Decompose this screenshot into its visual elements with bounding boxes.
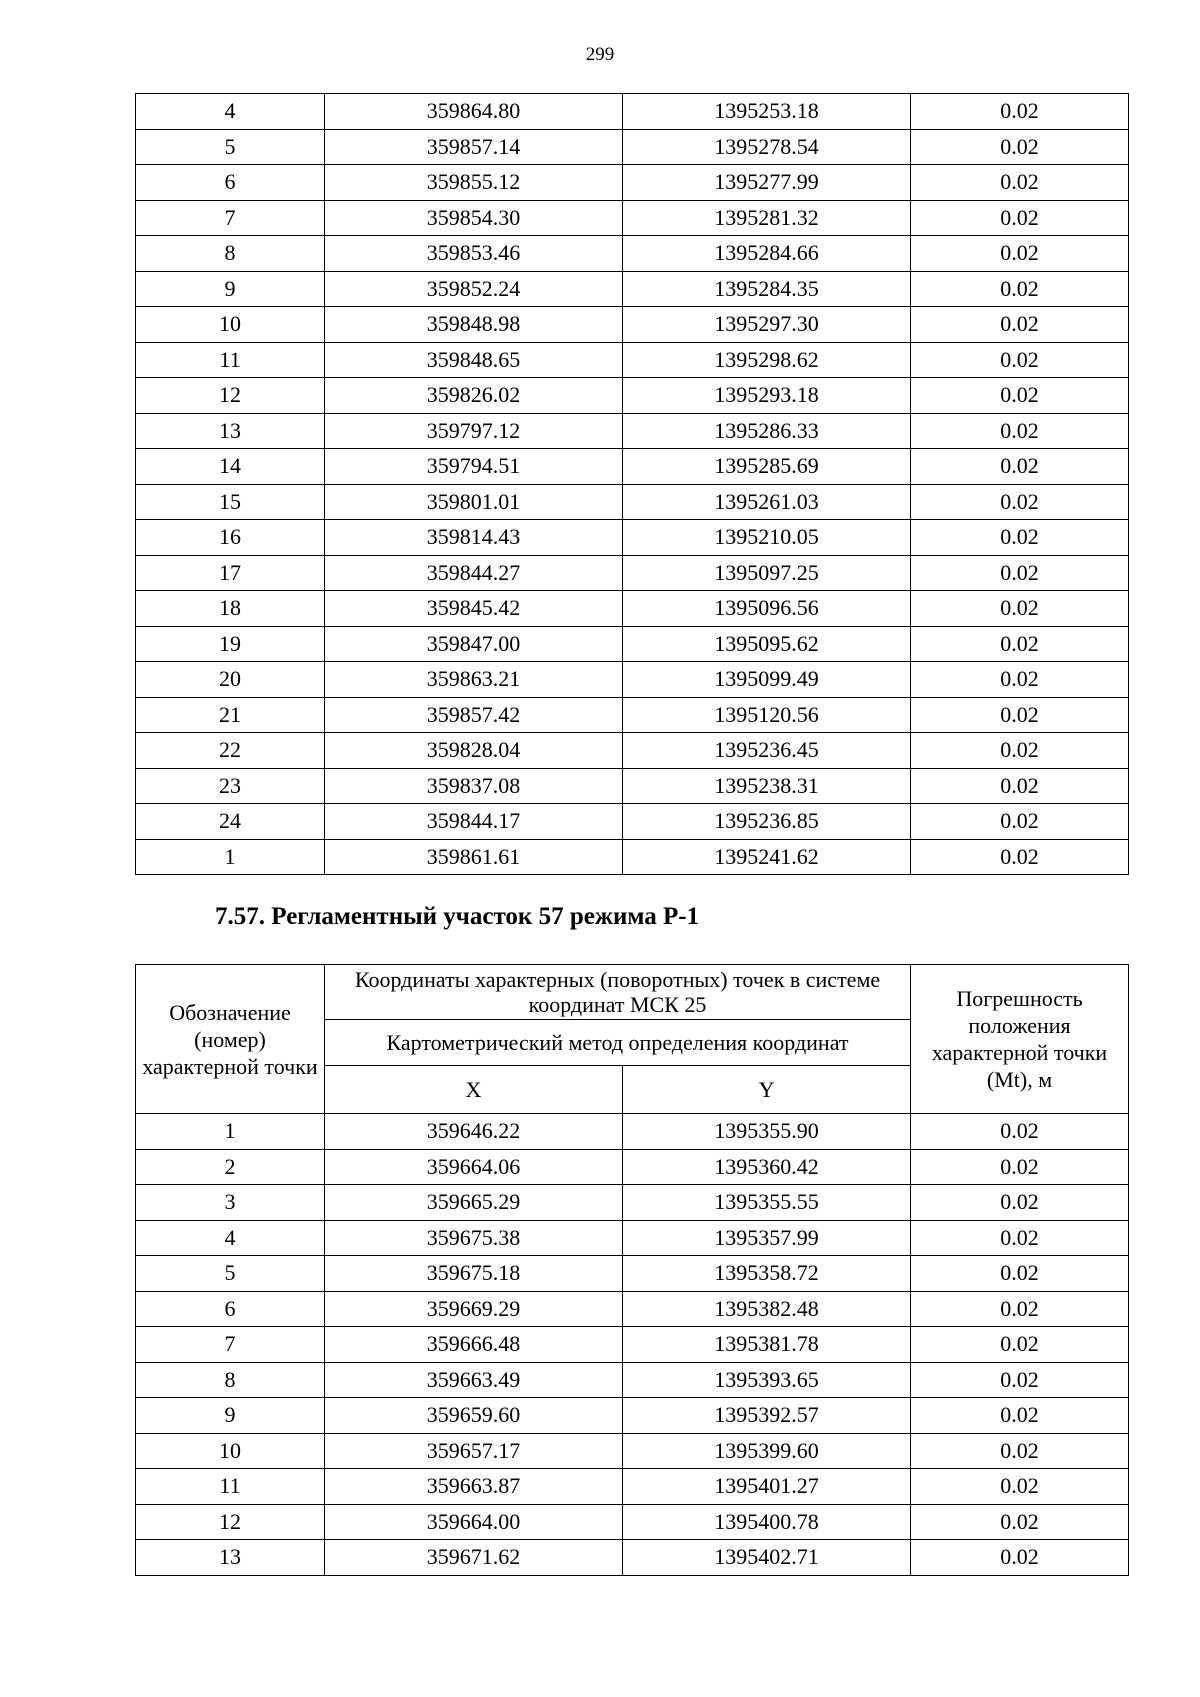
y-coordinate-cell: 1395400.78	[623, 1504, 911, 1540]
x-coordinate-cell: 359854.30	[325, 200, 623, 236]
x-coordinate-cell: 359864.80	[325, 94, 623, 130]
point-number-cell: 5	[136, 129, 325, 165]
y-coordinate-cell: 1395392.57	[623, 1398, 911, 1434]
y-coordinate-cell: 1395401.27	[623, 1469, 911, 1505]
point-number-cell: 6	[136, 165, 325, 201]
table-row	[136, 733, 1129, 769]
x-coordinate-cell: 359671.62	[325, 1540, 623, 1576]
table-row	[136, 520, 1129, 556]
x-coordinate-cell: 359663.87	[325, 1469, 623, 1505]
x-coordinate-cell: 359847.00	[325, 626, 623, 662]
x-coordinate-cell: 359826.02	[325, 378, 623, 414]
y-coordinate-cell: 1395238.31	[623, 768, 911, 804]
position-error-cell: 0.02	[911, 1362, 1129, 1398]
y-coordinate-cell: 1395261.03	[623, 484, 911, 520]
point-number-cell: 23	[136, 768, 325, 804]
table-row	[136, 1114, 1129, 1150]
table-row	[136, 449, 1129, 485]
position-error-cell: 0.02	[911, 555, 1129, 591]
position-error-cell: 0.02	[911, 1504, 1129, 1540]
point-number-cell: 7	[136, 200, 325, 236]
point-number-cell: 9	[136, 271, 325, 307]
x-coordinate-cell: 359853.46	[325, 236, 623, 272]
position-error-cell: 0.02	[911, 733, 1129, 769]
y-coordinate-cell: 1395284.35	[623, 271, 911, 307]
coordinates-table-section-57	[135, 964, 1129, 1576]
y-coordinate-cell: 1395382.48	[623, 1291, 911, 1327]
x-coordinate-cell: 359665.29	[325, 1185, 623, 1221]
point-number-cell: 4	[136, 94, 325, 130]
y-coordinate-cell: 1395284.66	[623, 236, 911, 272]
position-error-cell: 0.02	[911, 626, 1129, 662]
position-error-cell: 0.02	[911, 1114, 1129, 1150]
position-error-cell: 0.02	[911, 662, 1129, 698]
position-error-cell: 0.02	[911, 129, 1129, 165]
header-y: Y	[623, 1066, 911, 1114]
page-number: 299	[585, 44, 615, 65]
x-coordinate-cell: 359855.12	[325, 165, 623, 201]
position-error-cell: 0.02	[911, 200, 1129, 236]
table-row	[136, 1469, 1129, 1505]
position-error-cell: 0.02	[911, 520, 1129, 556]
header-position-error: Погрешность положения характерной точки (Mt), м	[911, 965, 1129, 1114]
table-row	[136, 94, 1129, 130]
table-row	[136, 271, 1129, 307]
position-error-cell: 0.02	[911, 236, 1129, 272]
table-row	[136, 342, 1129, 378]
x-coordinate-cell: 359675.18	[325, 1256, 623, 1292]
coordinates-table-continued	[135, 93, 1129, 875]
point-number-cell: 4	[136, 1220, 325, 1256]
table-row	[136, 1398, 1129, 1434]
table-row	[136, 555, 1129, 591]
point-number-cell: 21	[136, 697, 325, 733]
position-error-cell: 0.02	[911, 307, 1129, 343]
y-coordinate-cell: 1395210.05	[623, 520, 911, 556]
y-coordinate-cell: 1395286.33	[623, 413, 911, 449]
y-coordinate-cell: 1395097.25	[623, 555, 911, 591]
x-coordinate-cell: 359828.04	[325, 733, 623, 769]
y-coordinate-cell: 1395236.45	[623, 733, 911, 769]
x-coordinate-cell: 359844.17	[325, 804, 623, 840]
y-coordinate-cell: 1395358.72	[623, 1256, 911, 1292]
y-coordinate-cell: 1395293.18	[623, 378, 911, 414]
x-coordinate-cell: 359646.22	[325, 1114, 623, 1150]
table-row	[136, 236, 1129, 272]
table-row	[136, 768, 1129, 804]
x-coordinate-cell: 359837.08	[325, 768, 623, 804]
y-coordinate-cell: 1395381.78	[623, 1327, 911, 1363]
point-number-cell: 18	[136, 591, 325, 627]
table-row	[136, 200, 1129, 236]
table-row	[136, 591, 1129, 627]
x-coordinate-cell: 359669.29	[325, 1291, 623, 1327]
point-number-cell: 14	[136, 449, 325, 485]
x-coordinate-cell: 359657.17	[325, 1433, 623, 1469]
position-error-cell: 0.02	[911, 1433, 1129, 1469]
point-number-cell: 15	[136, 484, 325, 520]
point-number-cell: 16	[136, 520, 325, 556]
y-coordinate-cell: 1395281.32	[623, 200, 911, 236]
point-number-cell: 12	[136, 378, 325, 414]
position-error-cell: 0.02	[911, 768, 1129, 804]
position-error-cell: 0.02	[911, 591, 1129, 627]
position-error-cell: 0.02	[911, 1327, 1129, 1363]
point-number-cell: 13	[136, 413, 325, 449]
y-coordinate-cell: 1395355.55	[623, 1185, 911, 1221]
table-row	[136, 1362, 1129, 1398]
section-heading: 7.57. Регламентный участок 57 режима Р-1	[215, 903, 700, 930]
x-coordinate-cell: 359863.21	[325, 662, 623, 698]
point-number-cell: 24	[136, 804, 325, 840]
point-number-cell: 11	[136, 342, 325, 378]
header-method: Картометрический метод определения координат	[325, 1020, 911, 1066]
position-error-cell: 0.02	[911, 1398, 1129, 1434]
point-number-cell: 10	[136, 1433, 325, 1469]
table-row	[136, 413, 1129, 449]
x-coordinate-cell: 359797.12	[325, 413, 623, 449]
table-row	[136, 378, 1129, 414]
header-coordinates: Координаты характерных (поворотных) точек в системе координат МСК 25	[325, 965, 911, 1020]
table-row	[136, 1540, 1129, 1576]
y-coordinate-cell: 1395095.62	[623, 626, 911, 662]
x-coordinate-cell: 359848.98	[325, 307, 623, 343]
table-row	[136, 484, 1129, 520]
y-coordinate-cell: 1395357.99	[623, 1220, 911, 1256]
position-error-cell: 0.02	[911, 1291, 1129, 1327]
point-number-cell: 19	[136, 626, 325, 662]
y-coordinate-cell: 1395297.30	[623, 307, 911, 343]
point-number-cell: 20	[136, 662, 325, 698]
x-coordinate-cell: 359675.38	[325, 1220, 623, 1256]
x-coordinate-cell: 359666.48	[325, 1327, 623, 1363]
y-coordinate-cell: 1395355.90	[623, 1114, 911, 1150]
point-number-cell: 5	[136, 1256, 325, 1292]
position-error-cell: 0.02	[911, 1469, 1129, 1505]
table-row	[136, 307, 1129, 343]
point-number-cell: 11	[136, 1469, 325, 1505]
y-coordinate-cell: 1395277.99	[623, 165, 911, 201]
x-coordinate-cell: 359663.49	[325, 1362, 623, 1398]
table-row	[136, 626, 1129, 662]
y-coordinate-cell: 1395402.71	[623, 1540, 911, 1576]
y-coordinate-cell: 1395278.54	[623, 129, 911, 165]
point-number-cell: 7	[136, 1327, 325, 1363]
x-coordinate-cell: 359814.43	[325, 520, 623, 556]
position-error-cell: 0.02	[911, 804, 1129, 840]
point-number-cell: 22	[136, 733, 325, 769]
x-coordinate-cell: 359659.60	[325, 1398, 623, 1434]
point-number-cell: 17	[136, 555, 325, 591]
table-row	[136, 1220, 1129, 1256]
y-coordinate-cell: 1395099.49	[623, 662, 911, 698]
table-row	[136, 1327, 1129, 1363]
position-error-cell: 0.02	[911, 484, 1129, 520]
position-error-cell: 0.02	[911, 839, 1129, 875]
point-number-cell: 1	[136, 839, 325, 875]
x-coordinate-cell: 359845.42	[325, 591, 623, 627]
table-row	[136, 1185, 1129, 1221]
point-number-cell: 12	[136, 1504, 325, 1540]
table-row	[136, 129, 1129, 165]
table-row	[136, 839, 1129, 875]
y-coordinate-cell: 1395120.56	[623, 697, 911, 733]
point-number-cell: 13	[136, 1540, 325, 1576]
x-coordinate-cell: 359844.27	[325, 555, 623, 591]
x-coordinate-cell: 359857.42	[325, 697, 623, 733]
position-error-cell: 0.02	[911, 1149, 1129, 1185]
x-coordinate-cell: 359801.01	[325, 484, 623, 520]
position-error-cell: 0.02	[911, 1256, 1129, 1292]
y-coordinate-cell: 1395253.18	[623, 94, 911, 130]
y-coordinate-cell: 1395399.60	[623, 1433, 911, 1469]
position-error-cell: 0.02	[911, 342, 1129, 378]
position-error-cell: 0.02	[911, 1185, 1129, 1221]
table-row	[136, 1504, 1129, 1540]
position-error-cell: 0.02	[911, 1220, 1129, 1256]
y-coordinate-cell: 1395285.69	[623, 449, 911, 485]
y-coordinate-cell: 1395241.62	[623, 839, 911, 875]
y-coordinate-cell: 1395236.85	[623, 804, 911, 840]
position-error-cell: 0.02	[911, 378, 1129, 414]
table-row	[136, 1291, 1129, 1327]
position-error-cell: 0.02	[911, 697, 1129, 733]
x-coordinate-cell: 359857.14	[325, 129, 623, 165]
table-row	[136, 1433, 1129, 1469]
point-number-cell: 3	[136, 1185, 325, 1221]
position-error-cell: 0.02	[911, 449, 1129, 485]
y-coordinate-cell: 1395096.56	[623, 591, 911, 627]
point-number-cell: 9	[136, 1398, 325, 1434]
table-row	[136, 697, 1129, 733]
table-row	[136, 1149, 1129, 1185]
table-row	[136, 662, 1129, 698]
y-coordinate-cell: 1395298.62	[623, 342, 911, 378]
x-coordinate-cell: 359852.24	[325, 271, 623, 307]
header-x: X	[325, 1066, 623, 1114]
point-number-cell: 1	[136, 1114, 325, 1150]
point-number-cell: 8	[136, 236, 325, 272]
header-point-number: Обозначение (номер) характерной точки	[136, 965, 325, 1114]
x-coordinate-cell: 359664.06	[325, 1149, 623, 1185]
y-coordinate-cell: 1395393.65	[623, 1362, 911, 1398]
point-number-cell: 10	[136, 307, 325, 343]
x-coordinate-cell: 359664.00	[325, 1504, 623, 1540]
position-error-cell: 0.02	[911, 271, 1129, 307]
position-error-cell: 0.02	[911, 1540, 1129, 1576]
table-row	[136, 804, 1129, 840]
x-coordinate-cell: 359861.61	[325, 839, 623, 875]
point-number-cell: 8	[136, 1362, 325, 1398]
x-coordinate-cell: 359848.65	[325, 342, 623, 378]
x-coordinate-cell: 359794.51	[325, 449, 623, 485]
table-row	[136, 1256, 1129, 1292]
position-error-cell: 0.02	[911, 94, 1129, 130]
position-error-cell: 0.02	[911, 165, 1129, 201]
y-coordinate-cell: 1395360.42	[623, 1149, 911, 1185]
position-error-cell: 0.02	[911, 413, 1129, 449]
table-row	[136, 165, 1129, 201]
point-number-cell: 6	[136, 1291, 325, 1327]
point-number-cell: 2	[136, 1149, 325, 1185]
